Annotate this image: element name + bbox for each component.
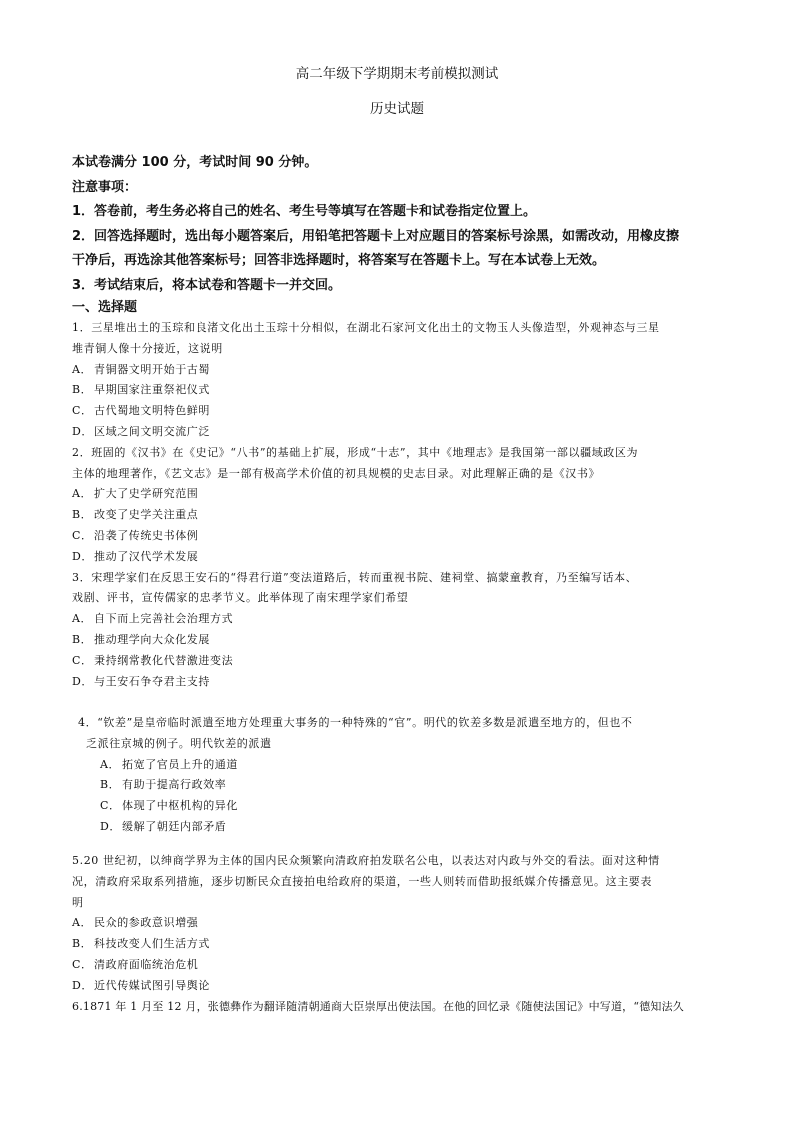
option-d[interactable]: D．推动了汉代学术发展 xyxy=(72,549,199,563)
instruction-line: 1．答卷前，考生务必将自己的姓名、考生号等填写在答题卡和试卷指定位置上。 xyxy=(72,204,537,219)
question-stem: 明 xyxy=(72,895,84,909)
option-d[interactable]: D．区域之间文明交流广泛 xyxy=(72,424,210,438)
question-6 xyxy=(72,997,732,1018)
question-block-1-3 xyxy=(72,318,722,692)
instruction-line: 本试卷满分 100 分，考试时间 90 分钟。 xyxy=(72,155,318,170)
question-stem: 5.20 世纪初，以绅商学界为主体的国内民众频繁向清政府拍发联名公电，以表达对内政与外交的看法。面对这种情 xyxy=(72,854,660,867)
option-d[interactable]: D．近代传媒试图引导舆论 xyxy=(72,978,210,992)
question-stem: 堆青铜人像十分接近，这说明 xyxy=(72,341,223,355)
instruction-line: 2．回答选择题时，选出每小题答案后，用铅笔把答题卡上对应题目的答案标号涂黑，如需改动，用橡皮擦 xyxy=(72,228,680,244)
option-d[interactable]: D．缓解了朝廷内部矛盾 xyxy=(100,819,227,833)
question-2 xyxy=(72,443,722,568)
question-stem: 1．三星堆出土的玉琮和良渚文化出土玉琮十分相似，在湖北石家河文化出土的文物玉人头像造型，外观神态与三星 xyxy=(72,321,660,334)
question-3 xyxy=(72,568,722,693)
option-c[interactable]: C．古代蜀地文明特色鲜明 xyxy=(72,404,210,418)
option-b[interactable]: B． 有助于提高行政效率 xyxy=(100,778,227,792)
option-c[interactable]: C．沿袭了传统史书体例 xyxy=(72,528,199,542)
question-5 xyxy=(72,851,732,997)
question-stem: 乏派往京城的例子。明代钦差的派遣 xyxy=(86,736,272,750)
option-c[interactable]: C．秉持纲常教化代替激进变法 xyxy=(72,653,234,667)
exam-subtitle: 历史试题 xyxy=(370,101,424,117)
option-a[interactable]: A． 青铜器文明开始于古蜀 xyxy=(72,362,210,376)
question-stem: 3．宋理学家们在反思王安石的“得君行道”变法道路后，转而重视书院、建祠堂、搞蒙童教育，乃至编写话本、 xyxy=(72,570,638,584)
option-d[interactable]: D．与王安石争夺君主支持 xyxy=(72,674,210,688)
option-a[interactable]: A． 扩大了史学研究范围 xyxy=(72,487,199,501)
option-b[interactable]: B． 早期国家注重祭祀仪式 xyxy=(72,383,210,397)
option-a[interactable]: A． 拓宽了官员上升的通道 xyxy=(100,757,238,771)
question-stem: 2．班固的《汉书》在《史记》“八书”的基础上扩展，形成“十志”，其中《地理志》是我国第一部以疆域政区为 xyxy=(72,445,639,459)
option-c[interactable]: C．清政府面临统治危机 xyxy=(72,957,199,971)
instruction-line: 干净后，再选涂其他答案标号；回答非选择题时，将答案写在答题卡上。写在本试卷上无效。 xyxy=(72,253,606,268)
instruction-line: 注意事项： xyxy=(72,179,138,195)
option-c[interactable]: C．体现了中枢机构的异化 xyxy=(100,799,238,813)
option-b[interactable]: B． 改变了史学关注重点 xyxy=(72,508,199,522)
question-stem: 6.1871 年 1 月至 12 月，张德彝作为翻译随清朝通商大臣崇厚出使法国。在他的回忆录《随使法国记》中写道，“德知法久 xyxy=(72,999,684,1013)
question-block-5-6 xyxy=(72,851,732,1017)
option-b[interactable]: B． 科技改变人们生活方式 xyxy=(72,937,210,951)
question-stem: 主体的地理著作，《艺文志》是一部有极高学术价值的初具规模的史志目录。对此理解正确的是《汉书》 xyxy=(72,466,601,480)
question-stem: 况，清政府采取系列措施，逐步切断民众直接拍电给政府的渠道，一些人则转而借助报纸媒介传播意见。这主要表 xyxy=(72,874,652,888)
instruction-line: 3．考试结束后，将本试卷和答题卡一并交回。 xyxy=(72,277,342,293)
option-a[interactable]: A． 民众的参政意识增强 xyxy=(72,916,199,930)
question-stem: 戏剧、评书，宣传儒家的忠孝节义。此举体现了南宋理学家们希望 xyxy=(72,591,409,605)
question-1 xyxy=(72,318,722,443)
section-heading: 一、选择题 xyxy=(72,300,138,315)
option-b[interactable]: B． 推动理学向大众化发展 xyxy=(72,632,210,646)
instructions xyxy=(72,151,722,318)
question-4 xyxy=(72,713,732,838)
question-stem: 4．“钦差”是皇帝临时派遣至地方处理重大事务的一种特殊的“官”。明代的钦差多数是派遣至地方的，但也不 xyxy=(78,716,633,729)
option-a[interactable]: A． 自下而上完善社会治理方式 xyxy=(72,612,234,626)
exam-title: 高二年级下学期期末考前模拟测试 xyxy=(295,66,499,82)
